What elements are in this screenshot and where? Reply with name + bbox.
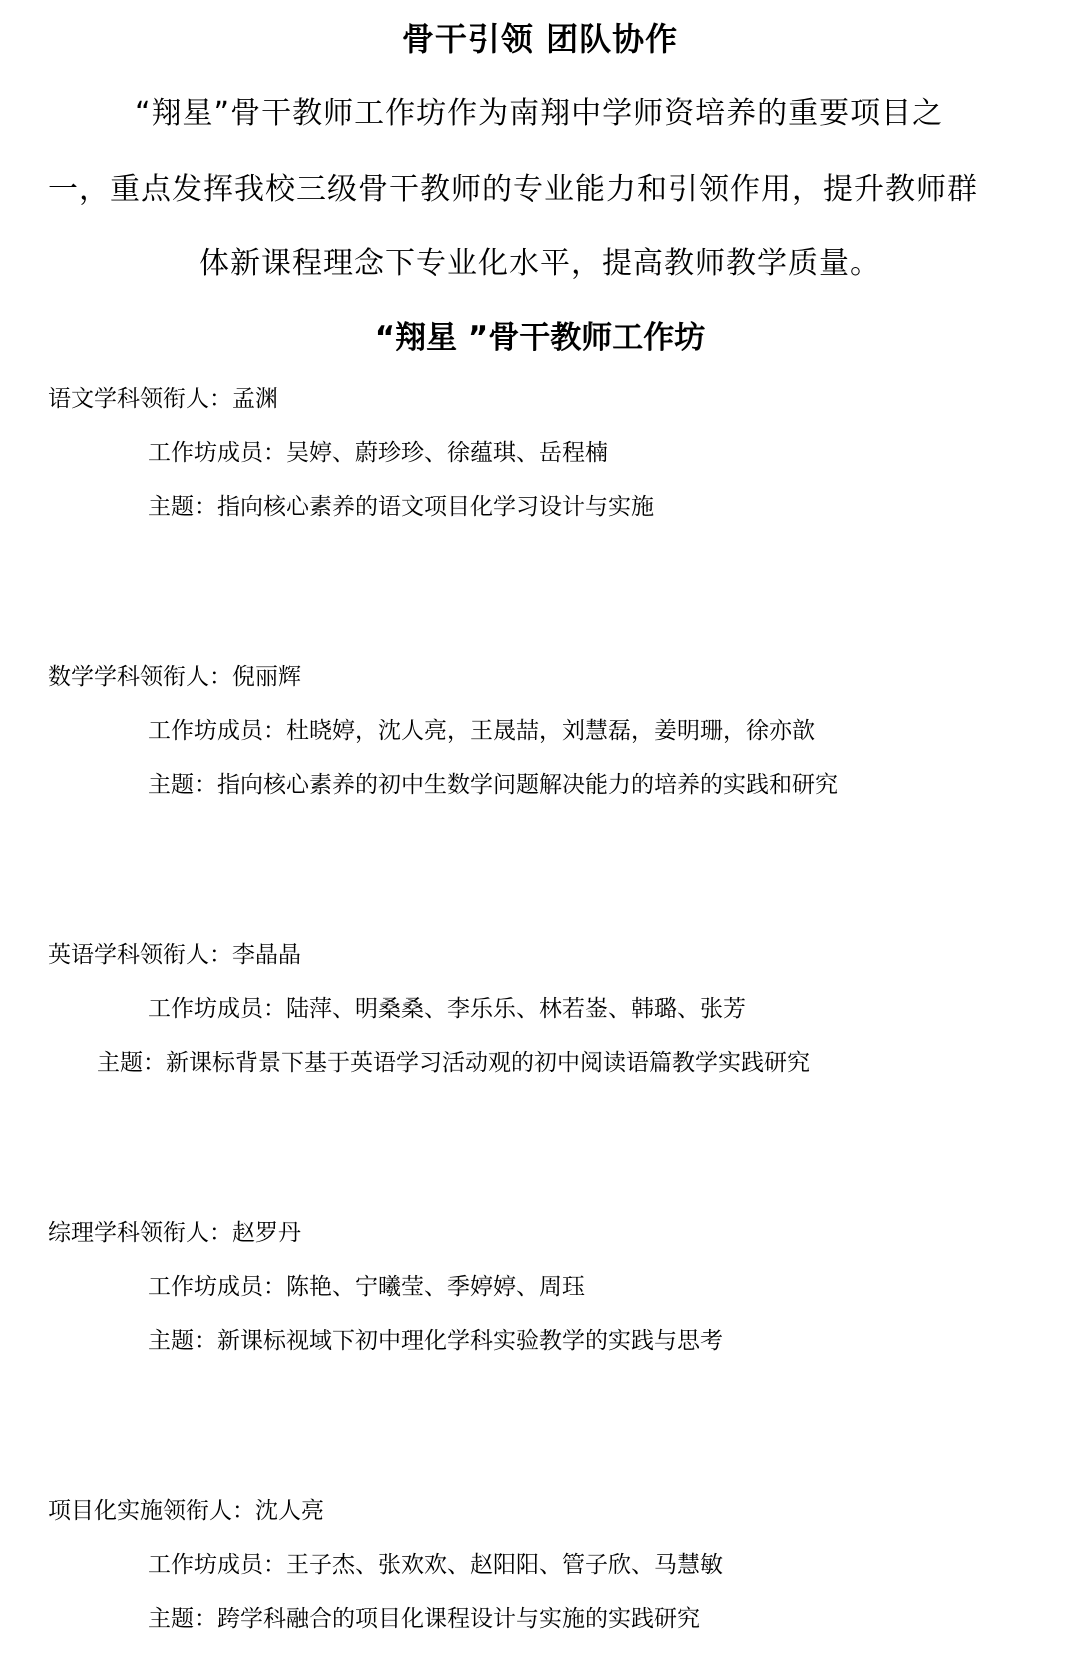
english-leader: 英语学科领衔人：李晶晶 [48,942,301,968]
science-theme: 主题：新课标视域下初中理化学科实验教学的实践与思考 [148,1328,723,1354]
science-members: 工作坊成员：陈艳、宁曦莹、季婷婷、周珏 [148,1274,585,1300]
science-leader: 综理学科领衔人：赵罗丹 [48,1220,301,1246]
chinese-members: 工作坊成员：吴婷、蔚珍珍、徐蕴琪、岳程楠 [148,440,608,466]
chinese-leader: 语文学科领衔人：孟渊 [48,386,278,412]
intro-line-1: “翔星”骨干教师工作坊作为南翔中学师资培养的重要项目之 [135,96,944,131]
english-theme: 主题：新课标背景下基于英语学习活动观的初中阅读语篇教学实践研究 [97,1050,810,1076]
intro-line-3: 体新课程理念下专业化水平，提高教师教学质量。 [199,246,881,281]
math-theme: 主题：指向核心素养的初中生数学问题解决能力的培养的实践和研究 [148,772,838,798]
intro-line-2: 一，重点发挥我校三级骨干教师的专业能力和引领作用，提升教师群 [48,172,978,207]
section-title: “翔星 ”骨干教师工作坊 [374,320,706,356]
project-leader: 项目化实施领衔人：沈人亮 [48,1498,324,1524]
math-members: 工作坊成员：杜晓婷，沈人亮，王晟喆，刘慧磊，姜明珊，徐亦歆 [148,718,815,744]
chinese-theme: 主题：指向核心素养的语文项目化学习设计与实施 [148,494,654,520]
project-members: 工作坊成员：王子杰、张欢欢、赵阳阳、管子欣、马慧敏 [148,1552,723,1578]
page-title: 骨干引领 团队协作 [401,20,679,58]
math-leader: 数学学科领衔人：倪丽辉 [48,664,301,690]
english-members: 工作坊成员：陆萍、明桑桑、李乐乐、林若崟、韩璐、张芳 [148,996,746,1022]
project-theme: 主题：跨学科融合的项目化课程设计与实施的实践研究 [148,1606,700,1632]
